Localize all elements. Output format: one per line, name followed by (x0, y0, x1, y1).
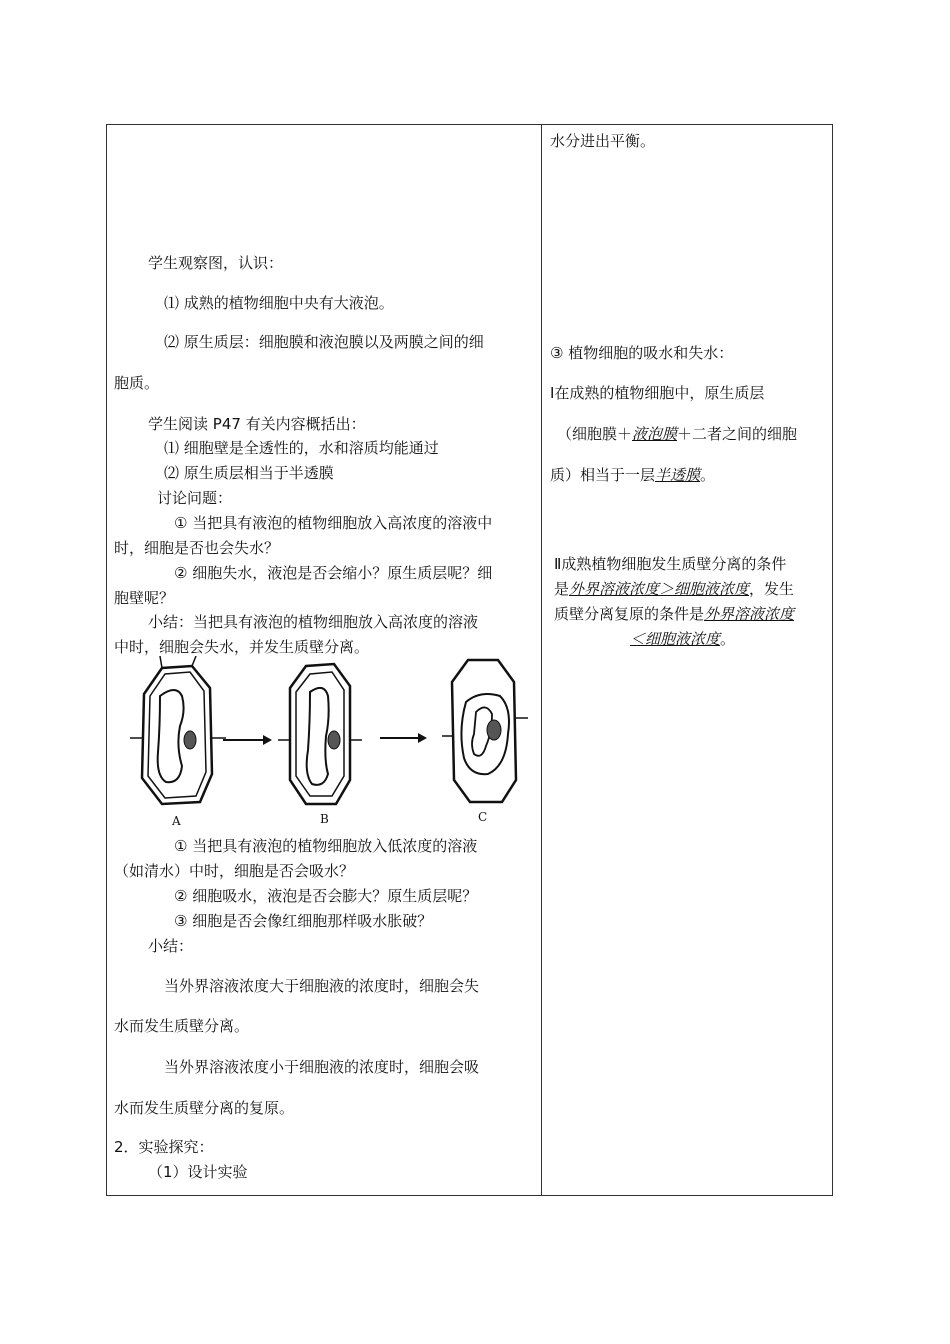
question-5: ③ 细胞是否会像红细胞那样吸水胀破？ (174, 912, 433, 930)
plasmolysis-figure (130, 656, 535, 828)
plasmolysis-condition: 外界溶液浓度＞细胞液浓度 (569, 580, 750, 598)
question-1: ① 当把具有液泡的植物细胞放入高浓度的溶液中 (174, 514, 493, 532)
absorb-lose-heading: ③ 植物细胞的吸水和失水： (550, 344, 734, 362)
question-2-cont: 胞壁呢？ (114, 589, 175, 607)
point-i-line-2: （细胞膜＋液泡膜＋二者之间的细胞 (557, 425, 798, 443)
point-ii-line-4: ＜细胞液浓度。 (630, 630, 736, 648)
experiment-step-1: （1）设计实验 (148, 1163, 248, 1181)
observe-point-2: ⑵ 原生质层：细胞膜和液泡膜以及两膜之间的细 (164, 333, 484, 351)
cell-b-diagram (278, 664, 362, 804)
point-ii-line-1: Ⅱ成熟植物细胞发生质壁分离的条件 (554, 555, 787, 573)
point-i-line-3: 质）相当于一层半透膜。 (550, 466, 716, 484)
discuss-heading: 讨论问题： (157, 489, 233, 507)
point-ii-line-2: 是外界溶液浓度＞细胞液浓度，发生 (554, 580, 795, 598)
figure-label-b: B (320, 812, 329, 826)
summary-1: 小结：当把具有液泡的植物细胞放入高浓度的溶液 (148, 613, 479, 631)
conclusion-1: 当外界溶液浓度大于细胞液的浓度时，细胞会失 (164, 977, 480, 995)
question-3: ① 当把具有液泡的植物细胞放入低浓度的溶液 (174, 837, 478, 855)
point-ii-line-3: 质壁分离复原的条件是外界溶液浓度 (554, 605, 795, 623)
observe-heading: 学生观察图，认识： (148, 254, 284, 272)
balance-text: 水分进出平衡。 (550, 132, 656, 150)
point-i-line-1: Ⅰ在成熟的植物细胞中，原生质层 (550, 384, 765, 402)
deplasmolysis-condition-cont: ＜细胞液浓度 (630, 630, 721, 648)
read-point-2: ⑵ 原生质层相当于半透膜 (164, 464, 334, 482)
experiment-heading: 2．实验探究： (114, 1138, 214, 1156)
read-heading: 学生阅读 P47 有关内容概括出： (148, 415, 366, 433)
question-3-cont: （如清水）中时，细胞是否会吸水？ (114, 862, 355, 880)
observe-point-2-cont: 胞质。 (114, 374, 160, 392)
cell-a-diagram (130, 656, 226, 804)
figure-label-a: A (172, 814, 181, 828)
conclusion-2: 当外界溶液浓度小于细胞液的浓度时，细胞会吸 (164, 1058, 480, 1076)
cell-c-diagram (442, 660, 528, 802)
question-1-cont: 时，细胞是否也会失水？ (114, 539, 280, 557)
conclusion-2-cont: 水而发生质壁分离的复原。 (114, 1099, 295, 1117)
question-2: ② 细胞失水，液泡是否会缩小？原生质层呢？细 (174, 564, 493, 582)
figure-label-c: C (478, 810, 488, 824)
question-4: ② 细胞吸水，液泡是否会膨大？原生质层呢？ (174, 887, 478, 905)
vacuole-membrane-term: 液泡膜 (632, 425, 678, 443)
summary-1-cont: 中时，细胞会失水，并发生质壁分离。 (114, 638, 370, 656)
semipermeable-membrane-term: 半透膜 (655, 466, 701, 484)
summary-2-heading: 小结： (148, 937, 194, 955)
conclusion-1-cont: 水而发生质壁分离。 (114, 1017, 250, 1035)
read-point-1: ⑴ 细胞壁是全透性的，水和溶质均能通过 (164, 439, 439, 457)
deplasmolysis-condition: 外界溶液浓度 (704, 605, 795, 623)
column-divider (541, 124, 542, 1196)
observe-point-1: ⑴ 成熟的植物细胞中央有大液泡。 (164, 294, 394, 312)
